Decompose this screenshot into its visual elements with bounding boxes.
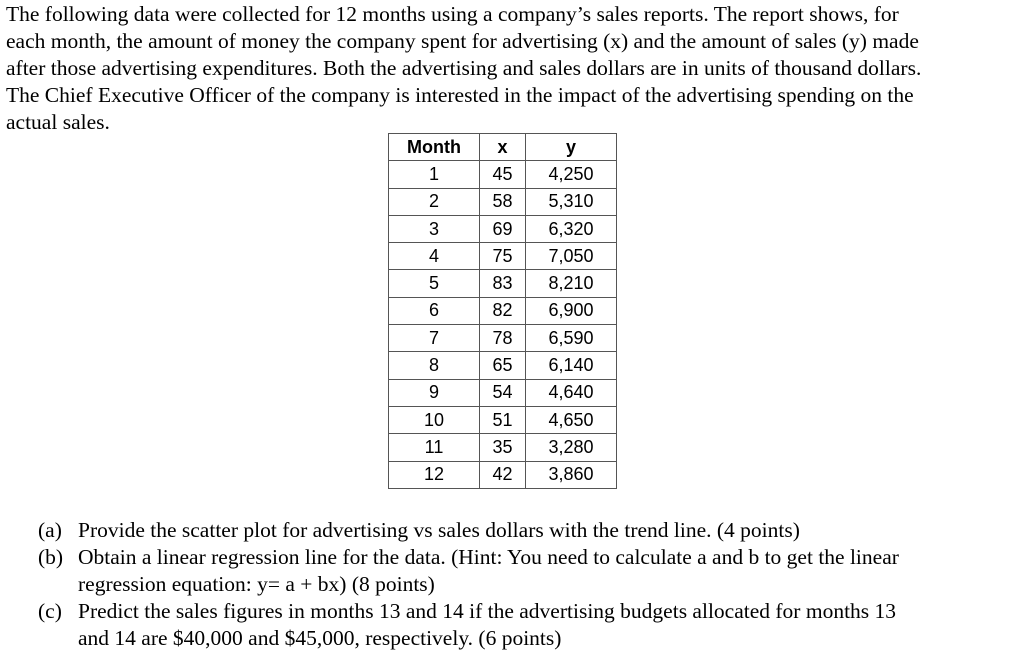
question-marker: (b) bbox=[38, 545, 64, 569]
cell-x: 35 bbox=[480, 434, 526, 461]
cell-month: 12 bbox=[389, 461, 480, 488]
cell-month: 1 bbox=[389, 161, 480, 188]
question-text: and 14 are $40,000 and $45,000, respectively. (6 points) bbox=[78, 626, 562, 650]
cell-x: 69 bbox=[480, 215, 526, 242]
intro-line: each month, the amount of money the company spent for advertising (x) and the amount of sales (y) made bbox=[6, 29, 919, 53]
cell-y: 6,140 bbox=[526, 352, 617, 379]
intro-line: The following data were collected for 12 months using a company’s sales reports. The report shows, for bbox=[6, 2, 899, 26]
cell-y: 6,900 bbox=[526, 297, 617, 324]
table-row bbox=[389, 161, 617, 188]
cell-month: 7 bbox=[389, 325, 480, 352]
cell-month: 2 bbox=[389, 188, 480, 215]
cell-month: 10 bbox=[389, 406, 480, 433]
question-list bbox=[38, 517, 998, 652]
table-row bbox=[389, 406, 617, 433]
table-row bbox=[389, 270, 617, 297]
cell-month: 9 bbox=[389, 379, 480, 406]
cell-y: 3,860 bbox=[526, 461, 617, 488]
table-row bbox=[389, 325, 617, 352]
cell-y: 4,650 bbox=[526, 406, 617, 433]
table-row bbox=[389, 461, 617, 488]
cell-y: 8,210 bbox=[526, 270, 617, 297]
cell-x: 42 bbox=[480, 461, 526, 488]
cell-month: 3 bbox=[389, 215, 480, 242]
table-row bbox=[389, 215, 617, 242]
table-row bbox=[389, 379, 617, 406]
cell-month: 5 bbox=[389, 270, 480, 297]
cell-month: 4 bbox=[389, 243, 480, 270]
cell-month: 6 bbox=[389, 297, 480, 324]
problem-intro bbox=[6, 1, 1016, 136]
question-text: regression equation: y= a + bx) (8 points) bbox=[78, 572, 435, 596]
intro-line: The Chief Executive Officer of the company is interested in the impact of the advertising spending on the bbox=[6, 83, 914, 107]
cell-x: 83 bbox=[480, 270, 526, 297]
question-text: Provide the scatter plot for advertising vs sales dollars with the trend line. (4 points) bbox=[78, 518, 800, 542]
cell-y: 6,320 bbox=[526, 215, 617, 242]
cell-x: 54 bbox=[480, 379, 526, 406]
cell-y: 7,050 bbox=[526, 243, 617, 270]
cell-y: 3,280 bbox=[526, 434, 617, 461]
cell-y: 4,250 bbox=[526, 161, 617, 188]
cell-x: 78 bbox=[480, 325, 526, 352]
question-c bbox=[38, 598, 998, 652]
cell-month: 8 bbox=[389, 352, 480, 379]
question-text: Predict the sales figures in months 13 and 14 if the advertising budgets allocated for months 13 bbox=[78, 599, 897, 623]
cell-month: 11 bbox=[389, 434, 480, 461]
cell-y: 4,640 bbox=[526, 379, 617, 406]
question-marker: (c) bbox=[38, 599, 62, 623]
table-row bbox=[389, 188, 617, 215]
cell-x: 75 bbox=[480, 243, 526, 270]
question-a bbox=[38, 517, 998, 544]
cell-x: 51 bbox=[480, 406, 526, 433]
data-table bbox=[388, 133, 617, 489]
cell-x: 82 bbox=[480, 297, 526, 324]
question-text: Obtain a linear regression line for the data. (Hint: You need to calculate a and b to get the linear bbox=[78, 545, 899, 569]
header-month: Month bbox=[389, 134, 480, 161]
question-marker: (a) bbox=[38, 518, 62, 542]
intro-line: actual sales. bbox=[6, 110, 110, 134]
header-x: x bbox=[480, 134, 526, 161]
table-row bbox=[389, 434, 617, 461]
header-y: y bbox=[526, 134, 617, 161]
cell-y: 5,310 bbox=[526, 188, 617, 215]
table-row bbox=[389, 352, 617, 379]
table-row bbox=[389, 243, 617, 270]
table-header-row bbox=[389, 134, 617, 161]
intro-line: after those advertising expenditures. Both the advertising and sales dollars are in units of thousand dollars. bbox=[6, 56, 922, 80]
cell-x: 65 bbox=[480, 352, 526, 379]
cell-x: 45 bbox=[480, 161, 526, 188]
table-row bbox=[389, 297, 617, 324]
cell-x: 58 bbox=[480, 188, 526, 215]
cell-y: 6,590 bbox=[526, 325, 617, 352]
question-b bbox=[38, 544, 998, 598]
